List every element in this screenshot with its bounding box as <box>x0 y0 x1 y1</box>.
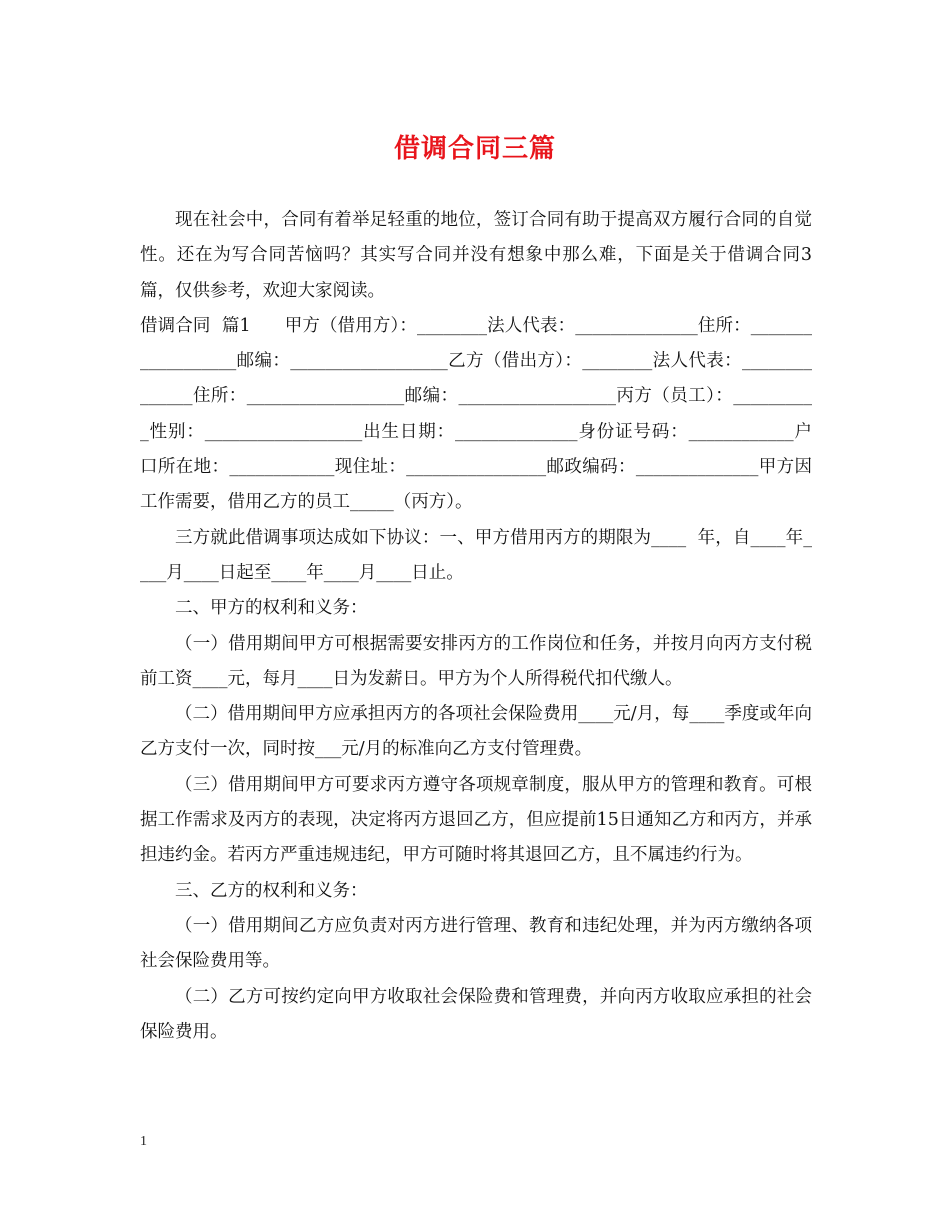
party-b-clause-1: （一）借用期间乙方应负责对丙方进行管理、教育和违纪处理，并为丙方缴纳各项社会保险费用等。 <box>140 915 812 972</box>
party-b-clause-2: （二）乙方可按约定向甲方收取社会保险费和管理费，并向丙方收取应承担的社会保险费用。 <box>140 986 812 1042</box>
section-heading-party-b: 三、乙方的权利和义务： <box>175 880 368 901</box>
page-number: 1 <box>140 1134 147 1149</box>
section-heading-party-a: 二、甲方的权利和义务： <box>175 598 368 619</box>
party-a-clause-1: （一）借用期间甲方可根据需要安排丙方的工作岗位和任务，并按月向丙方支付税前工资____元，每月____日为发薪日。甲方为个人所得税代扣代缴人。 <box>140 633 812 689</box>
agreement-term-paragraph: 三方就此借调事项达成如下协议：一、甲方借用丙方的期限为____ 年，自____年____月____日起至____年____月____日止。 <box>140 527 812 583</box>
contract-parties-paragraph: 借调合同 篇1 甲方（借用方）：________法人代表：______________住所：__________________邮编：__________________乙方（借出方）：________法人代表：______________住所：__________________邮编：__________________丙方（员工）：__________性别：__________________出生日期：______________身份证号码：____________户口所在地：____________现住址：________________邮政编码：______________甲方因工作需要，借用乙方的员工_____（丙方）。 <box>140 315 812 513</box>
party-a-clause-3: （三）借用期间甲方可要求丙方遵守各项规章制度，服从甲方的管理和教育。可根据工作需求及丙方的表现，决定将丙方退回乙方，但应提前15日通知乙方和丙方，并承担违约金。若丙方严重违规违纪，甲方可随时将其退回乙方，且不属违约行为。 <box>140 774 812 866</box>
intro-paragraph: 现在社会中，合同有着举足轻重的地位，签订合同有助于提高双方履行合同的自觉性。还在为写合同苦恼吗？其实写合同并没有想象中那么难，下面是关于借调合同3篇，仅供参考，欢迎大家阅读。 <box>140 210 812 301</box>
document-title: 借调合同三篇 <box>393 134 556 164</box>
party-a-clause-2: （二）借用期间甲方应承担丙方的各项社会保险费用____元/月，每____季度或年向乙方支付一次，同时按___元/月的标准向乙方支付管理费。 <box>140 704 812 760</box>
document-body <box>140 203 812 1050</box>
